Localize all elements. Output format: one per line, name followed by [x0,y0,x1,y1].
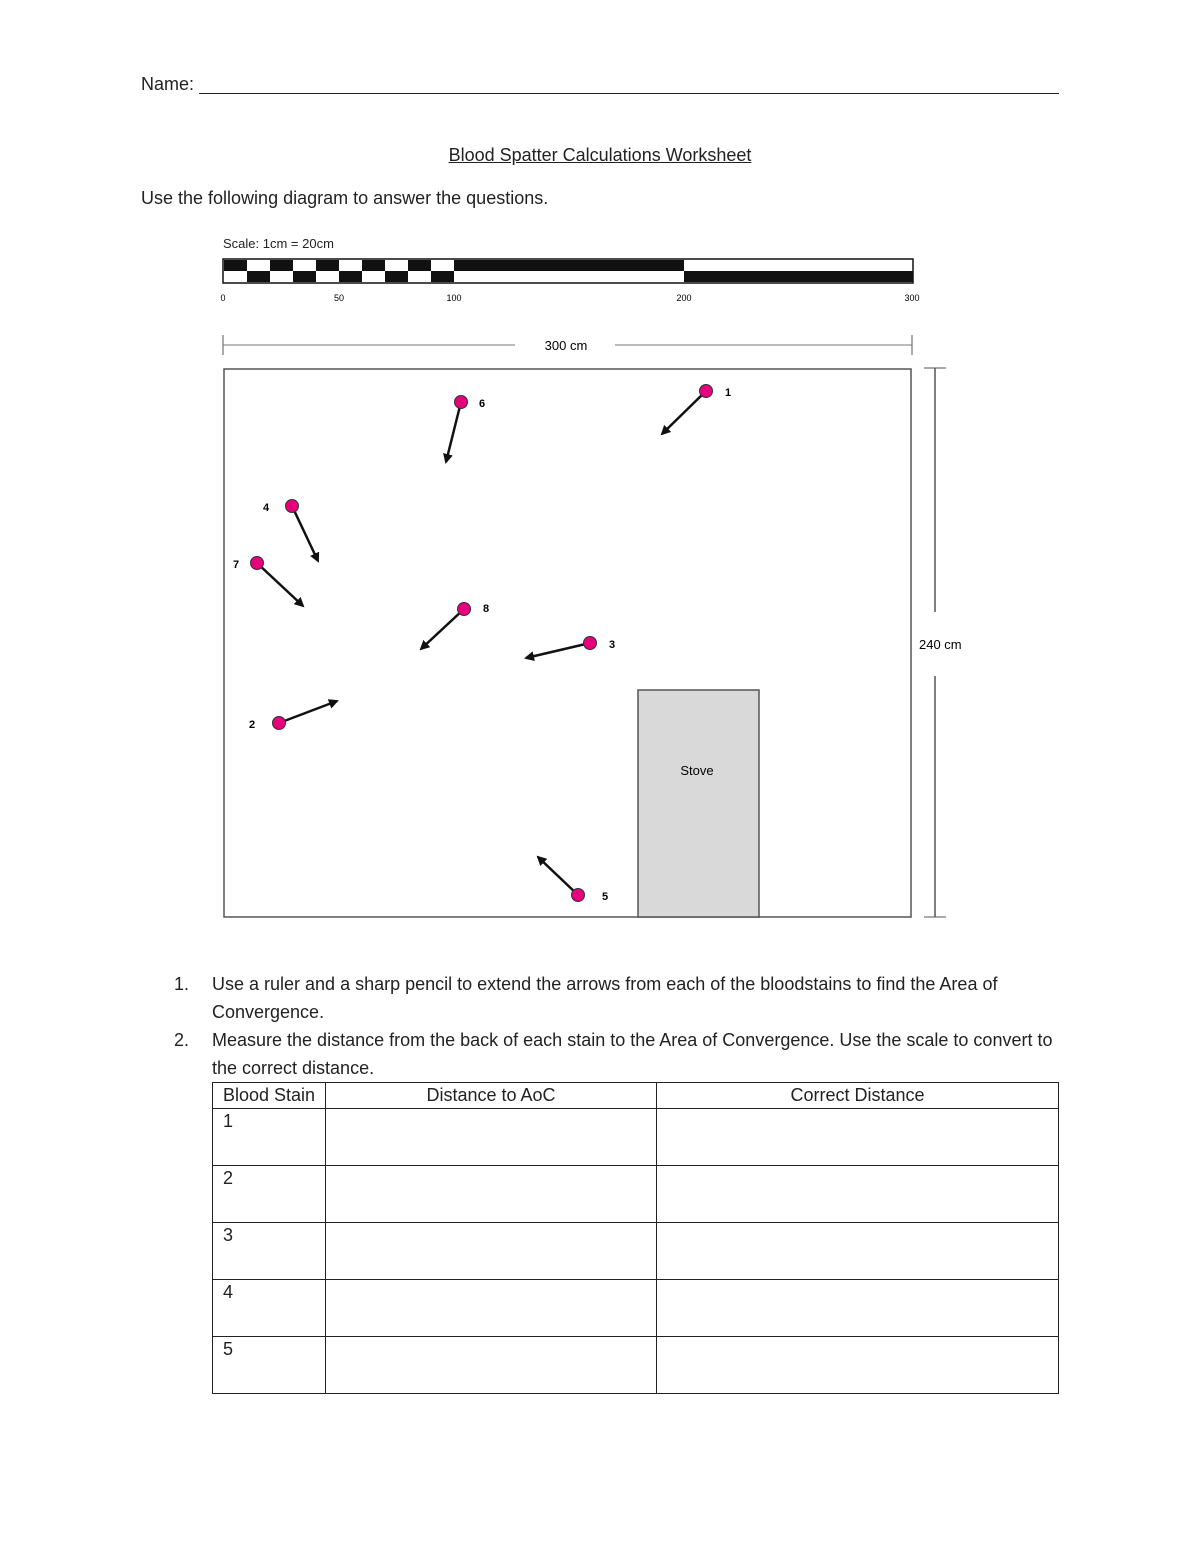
height-label: 240 cm [919,637,962,652]
correct-distance-cell[interactable] [657,1223,1059,1280]
table-row [213,1280,1059,1337]
scale-check-square [362,260,385,271]
stain-label: 2 [248,719,256,731]
stain-number-cell: 5 [213,1337,326,1394]
table-row [213,1166,1059,1223]
stain-label: 3 [608,639,616,651]
bloodstain-dot [286,500,299,513]
scale-label: Scale: 1cm = 20cm [223,236,334,251]
stain-label: 7 [232,559,240,571]
instruction-text: Use the following diagram to answer the questions. [141,188,549,208]
stain-label: 5 [601,891,609,903]
bloodstain-dot [251,557,264,570]
scale-check-square [431,271,454,282]
stain-label: 6 [478,398,486,410]
bloodstain-dot [584,637,597,650]
question-number: 2. [174,1030,190,1050]
scale-check-square [224,260,247,271]
question-item [174,970,1054,1026]
scale-check-square [316,260,339,271]
bloodstain-dot [572,889,585,902]
questions-list [174,970,1054,1082]
scale-check-square [385,271,408,282]
column-header-blood-stain: Blood Stain [213,1083,326,1109]
width-dimension [223,335,912,355]
correct-distance-cell[interactable] [657,1280,1059,1337]
stain-number-cell: 1 [213,1109,326,1166]
distance-cell[interactable] [326,1223,657,1280]
column-header-correct-distance: Correct Distance [657,1083,1059,1109]
scale-check-square [408,260,431,271]
room-outline [224,369,911,917]
table-header-row [213,1083,1059,1109]
table-row [213,1109,1059,1166]
distance-cell[interactable] [326,1280,657,1337]
table-row [213,1337,1059,1394]
distance-cell[interactable] [326,1337,657,1394]
scale-check-square [339,271,362,282]
scale-tick-label: 300 [904,293,920,303]
width-label: 300 cm [544,338,588,353]
question-text: Use a ruler and a sharp pencil to extend the arrows from each of the bloodstains to find the Area of Convergence. [212,974,998,1022]
height-dimension [919,368,962,917]
name-label: Name: [141,74,195,94]
scale-tick-label: 50 [333,293,345,303]
scale-check-square [293,271,316,282]
question-text: Measure the distance from the back of each stain to the Area of Convergence. Use the scale to convert to the correct distance. [212,1030,1053,1078]
bloodstain-dot [458,603,471,616]
scale-bar [220,259,919,303]
stain-label: 1 [724,387,732,399]
bloodstain-dot [455,396,468,409]
stove [638,690,759,917]
worksheet-title: Blood Spatter Calculations Worksheet [448,145,752,165]
scale-segment-200-300 [684,271,913,282]
stain-number-cell: 3 [213,1223,326,1280]
correct-distance-cell[interactable] [657,1166,1059,1223]
correct-distance-cell[interactable] [657,1337,1059,1394]
scale-segment-100-200 [454,260,684,271]
table-row [213,1223,1059,1280]
scale-tick-label: 100 [446,293,462,303]
answer-table [212,1082,1059,1394]
stain-number-cell: 2 [213,1166,326,1223]
stain-label: 4 [262,502,270,514]
column-header-distance: Distance to AoC [326,1083,657,1109]
question-item [174,1026,1054,1082]
scale-tick-label: 200 [676,293,692,303]
stain-label: 8 [482,603,490,615]
stove-label: Stove [680,763,714,778]
distance-cell[interactable] [326,1166,657,1223]
scale-check-square [247,271,270,282]
bloodstain-dot [273,717,286,730]
bloodstain-dot [700,385,713,398]
correct-distance-cell[interactable] [657,1109,1059,1166]
scale-tick-label: 0 [220,293,226,303]
question-number: 1. [174,974,190,994]
distance-cell[interactable] [326,1109,657,1166]
stain-number-cell: 4 [213,1280,326,1337]
scale-check-square [270,260,293,271]
